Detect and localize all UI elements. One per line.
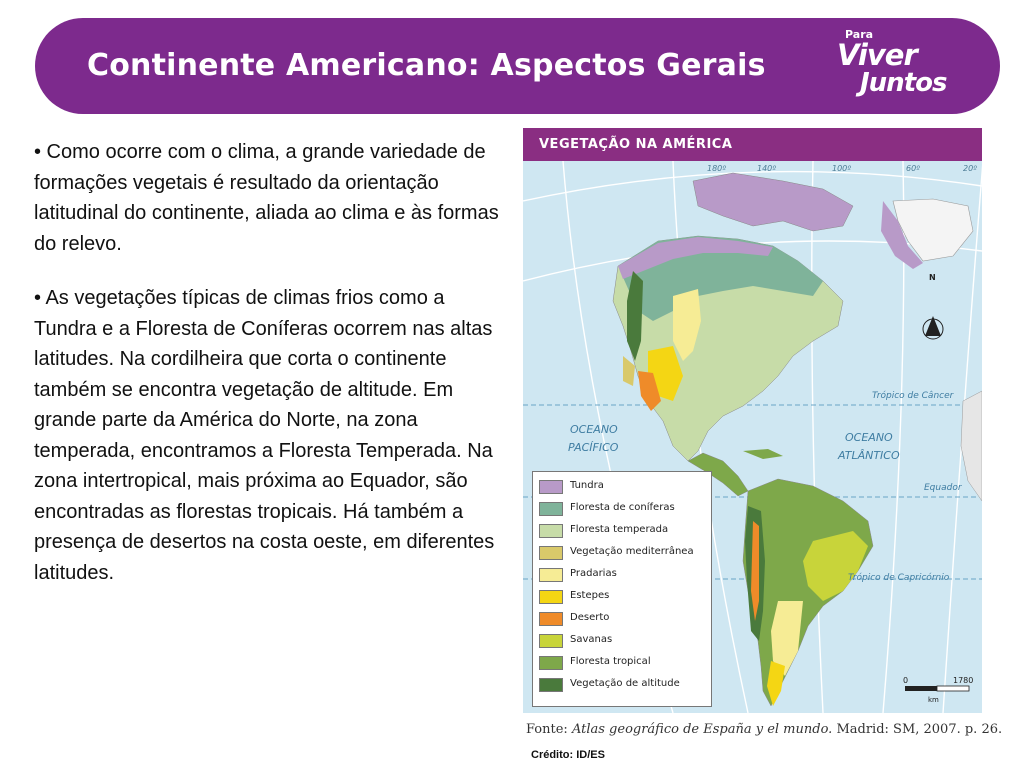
source-title: Atlas geográfico de España y el mundo.: [571, 722, 833, 737]
legend-item: [539, 633, 709, 651]
legend-label: Deserto: [570, 612, 610, 623]
pacific-ocean-label: OCEANO: [570, 423, 618, 436]
legend-item: [539, 567, 709, 585]
logo-juntos-text: Juntos: [860, 68, 947, 98]
north-label: N: [929, 273, 936, 282]
source-rest: Madrid: SM, 2007. p. 26.: [832, 722, 1003, 737]
map-title-bar: [523, 128, 982, 161]
source-prefix: Fonte:: [526, 722, 572, 737]
legend-label: Floresta temperada: [570, 524, 669, 535]
legend-swatch: [539, 656, 563, 670]
longitude-label: 20º: [963, 164, 977, 173]
image-credit: Crédito: ID/ES: [531, 749, 605, 761]
map-legend: [532, 471, 712, 707]
logo-viver-text: Viver: [837, 38, 917, 72]
pacific-ocean-label: PACÍFICO: [568, 441, 619, 454]
legend-swatch: [539, 480, 563, 494]
map-source: [526, 722, 1002, 737]
legend-swatch: [539, 568, 563, 582]
page-title: Continente Americano: Aspectos Gerais: [87, 48, 766, 83]
legend-label: Savanas: [570, 634, 613, 645]
legend-item: [539, 523, 709, 541]
atlantic-ocean-label: ATLÂNTICO: [838, 449, 900, 462]
scale-end-label: 1780: [953, 676, 974, 685]
legend-swatch: [539, 524, 563, 538]
legend-item: [539, 611, 709, 629]
paragraph-vegetation: • As vegetações típicas de climas frios como a Tundra e a Floresta de Coníferas ocorrem nas altas latitudes. Na cordilheira que corta o continente também se encontra vegetação de altitude. Em grande parte da América do Norte, na zona temperada, encontramos a Floresta Temperada. Na zona intertropical, mais próxima ao Equador, são encontradas as florestas tropicais. Há também a presença de desertos na costa oeste, em diferentes latitudes.: [34, 287, 495, 584]
legend-swatch: [539, 502, 563, 516]
logo-para-text: Para: [845, 28, 874, 41]
longitude-label: 140º: [757, 164, 777, 173]
atlantic-ocean-label: OCEANO: [845, 431, 893, 444]
legend-item: [539, 479, 709, 497]
legend-item: [539, 501, 709, 519]
longitude-label: 180º: [707, 164, 727, 173]
legend-item: [539, 589, 709, 607]
legend-label: Floresta tropical: [570, 656, 651, 667]
legend-label: Pradarias: [570, 568, 617, 579]
legend-swatch: [539, 612, 563, 626]
legend-label: Vegetação de altitude: [570, 678, 680, 689]
legend-swatch: [539, 634, 563, 648]
legend-item: [539, 677, 709, 695]
scale-bar-icon: [905, 686, 969, 691]
title-banner: [35, 18, 1000, 114]
legend-label: Floresta de coníferas: [570, 502, 675, 513]
tropic-of-capricorn-label: Trópico de Capricórnio: [848, 573, 950, 583]
legend-swatch: [539, 678, 563, 692]
map-title: VEGETAÇÃO NA AMÉRICA: [539, 137, 733, 152]
legend-swatch: [539, 590, 563, 604]
legend-item: [539, 655, 709, 673]
equator-label: Equador: [924, 483, 962, 493]
longitude-label: 100º: [832, 164, 852, 173]
legend-label: Estepes: [570, 590, 610, 601]
para-viver-juntos-logo: [835, 26, 965, 106]
scale-unit-label: km: [928, 696, 939, 704]
longitude-label: 60º: [906, 164, 920, 173]
legend-swatch: [539, 546, 563, 560]
legend-label: Vegetação mediterrânea: [570, 546, 694, 557]
body-text: [34, 137, 509, 612]
legend-item: [539, 545, 709, 563]
paragraph-climate: • Como ocorre com o clima, a grande variedade de formações vegetais é resultado da orientação latitudinal do continente, aliada ao clima e às formas do relevo.: [34, 141, 499, 255]
tropic-of-cancer-label: Trópico de Câncer: [872, 391, 954, 401]
scale-start-label: 0: [903, 676, 909, 685]
legend-label: Tundra: [570, 480, 604, 491]
vegetation-map-figure: [523, 128, 1003, 744]
